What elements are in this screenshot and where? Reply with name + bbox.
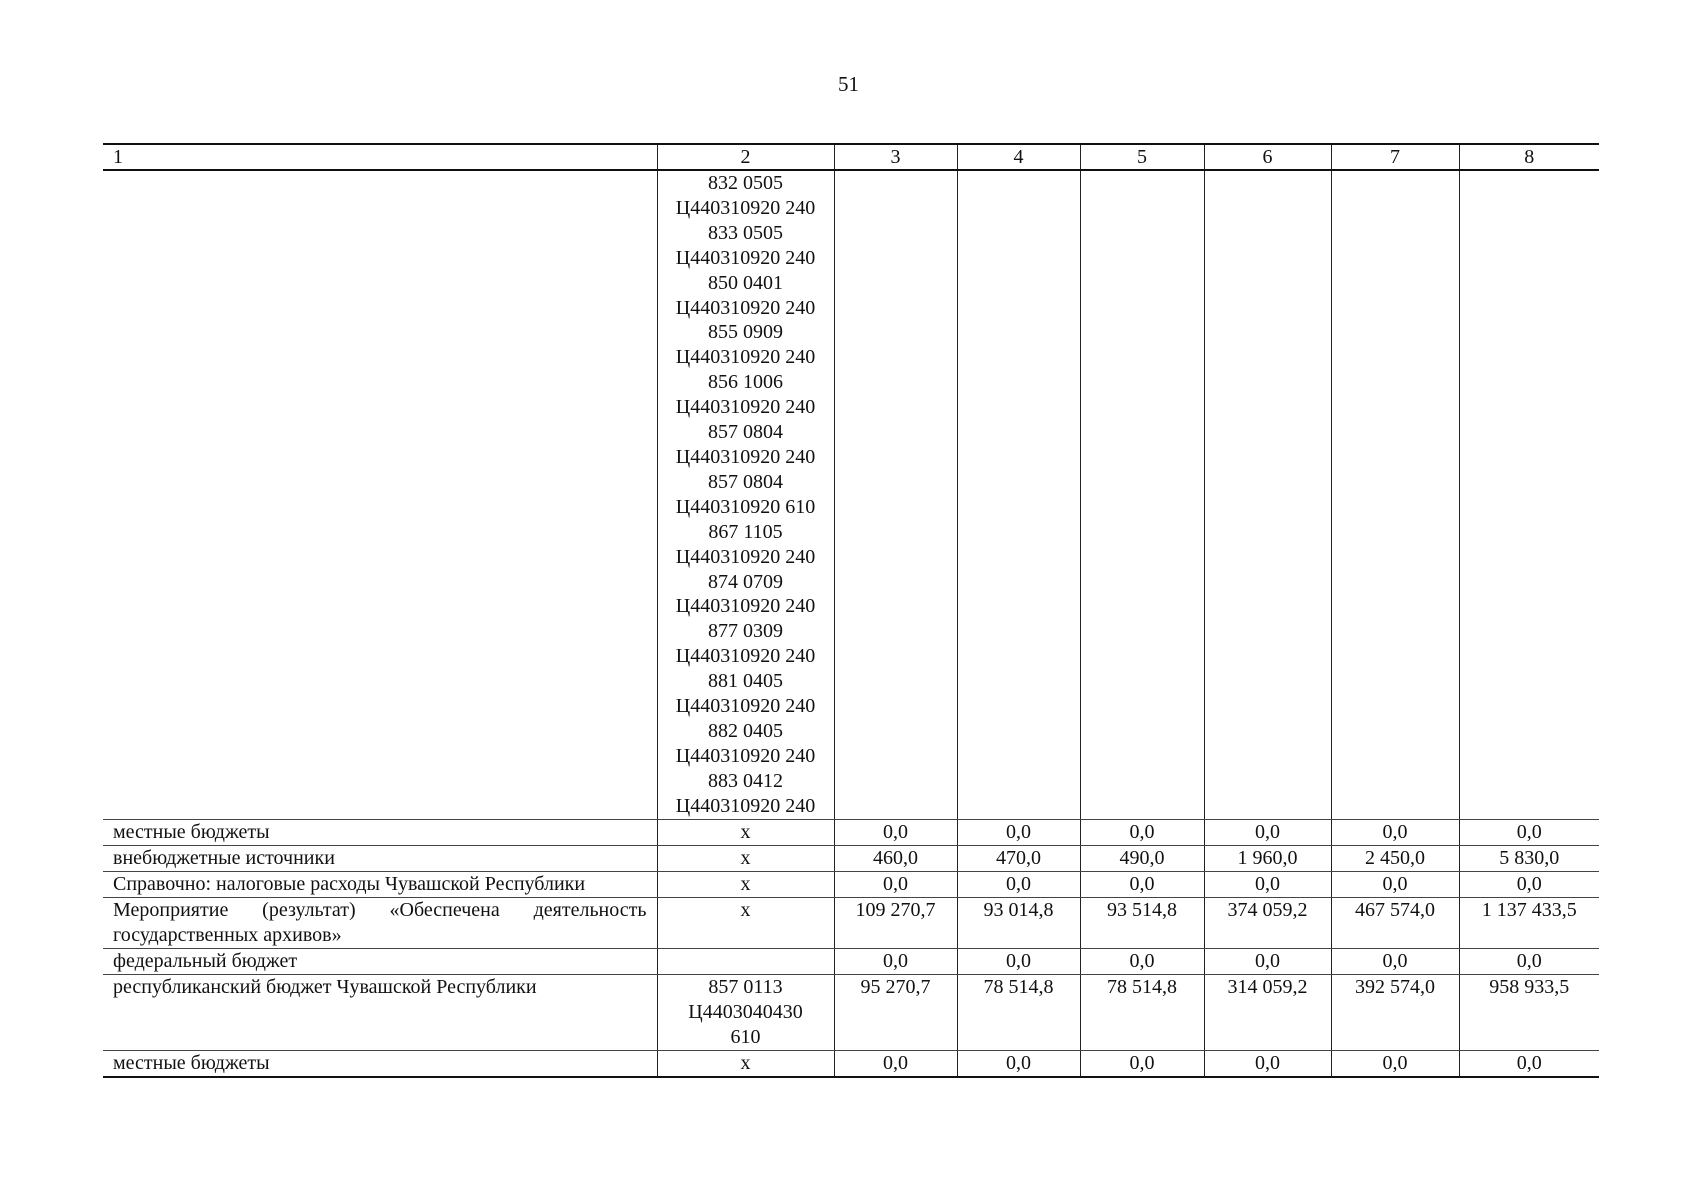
value-cell: 0,0 <box>1331 819 1459 845</box>
table-row <box>103 170 1599 819</box>
value-cell: 0,0 <box>957 1050 1080 1077</box>
budget-code <box>657 948 834 974</box>
budget-code: x <box>657 845 834 871</box>
row-label: местные бюджеты <box>103 1050 657 1077</box>
value-cell: 2 450,0 <box>1331 845 1459 871</box>
value-cell <box>1459 170 1599 819</box>
value-cell: 93 514,8 <box>1080 897 1204 948</box>
value-cell: 0,0 <box>1331 948 1459 974</box>
value-cell: 0,0 <box>1459 871 1599 897</box>
value-cell: 0,0 <box>834 1050 957 1077</box>
row-label: республиканский бюджет Чувашской Республики <box>103 974 657 1050</box>
value-cell: 0,0 <box>1080 948 1204 974</box>
row-label: Мероприятие (результат) «Обеспечена деятельность государственных архивов» <box>103 897 657 948</box>
value-cell: 0,0 <box>1080 819 1204 845</box>
value-cell: 374 059,2 <box>1204 897 1331 948</box>
value-cell: 0,0 <box>834 871 957 897</box>
value-cell <box>1204 170 1331 819</box>
value-cell <box>834 170 957 819</box>
value-cell: 0,0 <box>1459 819 1599 845</box>
value-cell: 0,0 <box>1080 1050 1204 1077</box>
value-cell: 1 137 433,5 <box>1459 897 1599 948</box>
value-cell <box>957 170 1080 819</box>
column-header: 4 <box>957 144 1080 170</box>
value-cell: 958 933,5 <box>1459 974 1599 1050</box>
value-cell: 460,0 <box>834 845 957 871</box>
value-cell: 5 830,0 <box>1459 845 1599 871</box>
budget-code: 857 0113 Ц4403040430 610 <box>657 974 834 1050</box>
value-cell: 0,0 <box>1204 819 1331 845</box>
budget-code: 832 0505 Ц440310920 240 833 0505 Ц440310920 240 850 0401 Ц440310920 240 855 0909 Ц440310920 240 856 1006 Ц440310920 240 857 0804 Ц440310920 240 857 0804 Ц440310920 610 867 1105 Ц440310920 240 874 0709 Ц440310920 240 877 0309 Ц440310920 240 881 0405 Ц440310920 240 882 0405 Ц440310920 240 883 0412 Ц440310920 240 <box>657 170 834 819</box>
column-header: 7 <box>1331 144 1459 170</box>
row-label: Справочно: налоговые расходы Чувашской Республики <box>103 871 657 897</box>
value-cell: 0,0 <box>834 819 957 845</box>
table-row <box>103 819 1599 845</box>
value-cell: 470,0 <box>957 845 1080 871</box>
budget-code: x <box>657 897 834 948</box>
column-header: 1 <box>103 144 657 170</box>
row-label: местные бюджеты <box>103 819 657 845</box>
table-row <box>103 948 1599 974</box>
value-cell: 314 059,2 <box>1204 974 1331 1050</box>
budget-code: x <box>657 871 834 897</box>
column-header: 6 <box>1204 144 1331 170</box>
value-cell: 0,0 <box>957 819 1080 845</box>
value-cell: 0,0 <box>1204 948 1331 974</box>
value-cell: 0,0 <box>1459 948 1599 974</box>
value-cell: 0,0 <box>957 871 1080 897</box>
column-header: 5 <box>1080 144 1204 170</box>
page-number: 51 <box>838 72 859 96</box>
budget-code: x <box>657 819 834 845</box>
table-row <box>103 1050 1599 1077</box>
row-label: федеральный бюджет <box>103 948 657 974</box>
value-cell: 1 960,0 <box>1204 845 1331 871</box>
value-cell: 467 574,0 <box>1331 897 1459 948</box>
value-cell: 0,0 <box>1331 1050 1459 1077</box>
value-cell: 0,0 <box>957 948 1080 974</box>
value-cell: 0,0 <box>834 948 957 974</box>
value-cell: 392 574,0 <box>1331 974 1459 1050</box>
value-cell: 0,0 <box>1204 1050 1331 1077</box>
value-cell: 490,0 <box>1080 845 1204 871</box>
value-cell: 93 014,8 <box>957 897 1080 948</box>
table-row <box>103 871 1599 897</box>
table-row <box>103 845 1599 871</box>
value-cell: 78 514,8 <box>957 974 1080 1050</box>
value-cell: 0,0 <box>1204 871 1331 897</box>
value-cell <box>1331 170 1459 819</box>
table-row <box>103 974 1599 1050</box>
value-cell <box>1080 170 1204 819</box>
value-cell: 78 514,8 <box>1080 974 1204 1050</box>
budget-code: x <box>657 1050 834 1077</box>
column-header: 8 <box>1459 144 1599 170</box>
budget-table <box>103 143 1599 1078</box>
value-cell: 0,0 <box>1331 871 1459 897</box>
table-header-row <box>103 144 1599 170</box>
value-cell: 109 270,7 <box>834 897 957 948</box>
column-header: 2 <box>657 144 834 170</box>
column-header: 3 <box>834 144 957 170</box>
table-row <box>103 897 1599 948</box>
row-label: внебюджетные источники <box>103 845 657 871</box>
value-cell: 0,0 <box>1459 1050 1599 1077</box>
row-label <box>103 170 657 819</box>
value-cell: 0,0 <box>1080 871 1204 897</box>
value-cell: 95 270,7 <box>834 974 957 1050</box>
